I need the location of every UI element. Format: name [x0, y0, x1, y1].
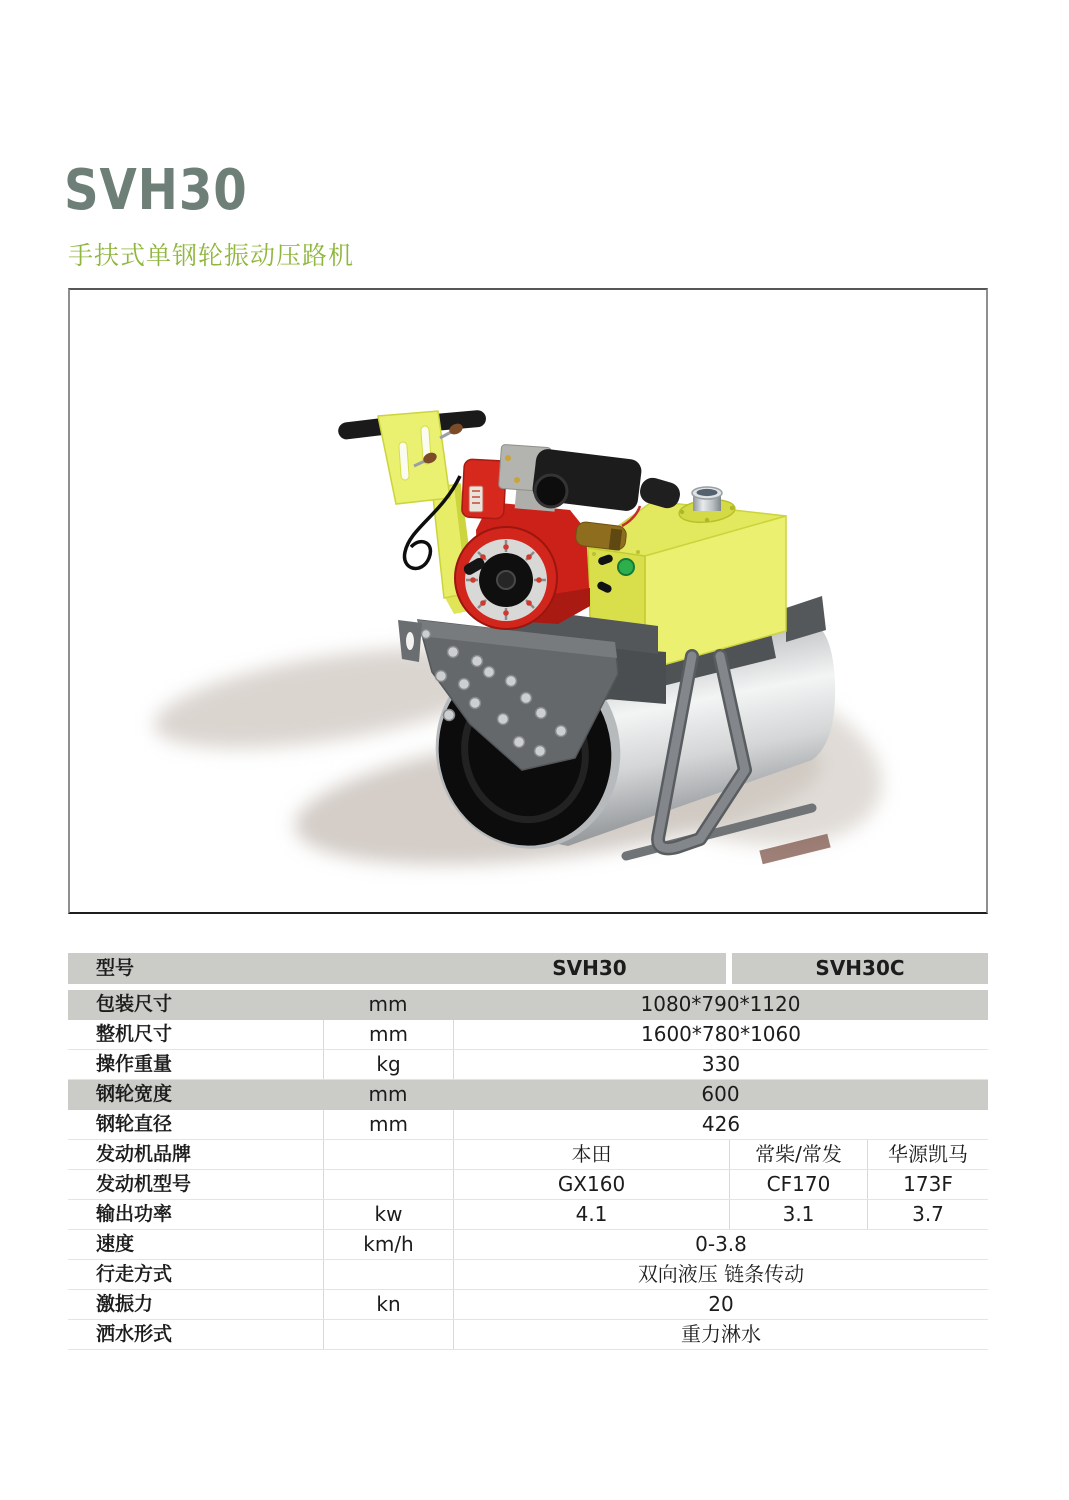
- row-value: 330: [701, 1052, 741, 1076]
- row-label: 操作重量: [96, 1053, 173, 1075]
- table-row: [68, 1170, 988, 1200]
- row-value: 1600*780*1060: [641, 1022, 801, 1046]
- row-values: [453, 1050, 988, 1079]
- row-value: 双向液压 链条传动: [637, 1262, 805, 1286]
- start-button: [618, 559, 634, 575]
- row-unit: mm: [323, 1110, 453, 1139]
- header-model-label: 型号: [96, 957, 135, 979]
- table-row: [68, 1080, 988, 1110]
- table-row: [68, 1260, 988, 1290]
- row-values: [453, 1290, 988, 1319]
- header-col-svh30c: SVH30C: [726, 953, 988, 984]
- page-title: SVH30: [64, 158, 248, 223]
- row-unit: km/h: [323, 1230, 453, 1259]
- row-label: 行走方式: [96, 1263, 173, 1285]
- row-value: 常柴/常发: [729, 1140, 867, 1169]
- table-row: [68, 1320, 988, 1350]
- row-unit: [323, 1320, 453, 1349]
- row-label: 速度: [96, 1233, 135, 1255]
- row-value: 本田: [571, 1142, 612, 1166]
- table-row: [68, 1020, 988, 1050]
- table-row: [68, 1140, 988, 1170]
- row-value: 重力淋水: [681, 1322, 761, 1346]
- row-unit: kn: [323, 1290, 453, 1319]
- row-unit: [323, 1260, 453, 1289]
- row-unit: [323, 1170, 453, 1199]
- row-value: 600: [701, 1082, 740, 1106]
- row-value: 3.7: [867, 1200, 988, 1229]
- row-values: [453, 990, 988, 1020]
- table-row: [68, 1200, 988, 1230]
- row-label: 整机尺寸: [96, 1023, 173, 1045]
- row-value: 3.1: [729, 1200, 867, 1229]
- row-values: [453, 1140, 988, 1169]
- row-value: CF170: [729, 1170, 867, 1199]
- row-value: 1080*790*1120: [640, 992, 801, 1016]
- row-unit: [323, 1140, 453, 1169]
- row-value: 426: [701, 1112, 741, 1136]
- row-value: 20: [708, 1292, 734, 1316]
- row-values: [453, 1080, 988, 1110]
- spec-table: [68, 953, 988, 1350]
- row-label: 钢轮宽度: [96, 1083, 173, 1105]
- row-unit: kw: [323, 1200, 453, 1229]
- row-value: 4.1: [575, 1202, 608, 1226]
- table-row: [68, 1230, 988, 1260]
- row-values: [453, 1260, 988, 1289]
- table-row: [68, 1290, 988, 1320]
- table-row: [68, 1050, 988, 1080]
- tank-label: [469, 486, 483, 512]
- spec-table-body: [68, 990, 988, 1350]
- row-values: [453, 1230, 988, 1259]
- product-image-frame: [68, 288, 988, 914]
- table-row: [68, 990, 988, 1020]
- row-label: 钢轮直径: [96, 1113, 173, 1135]
- row-label: 包装尺寸: [96, 993, 173, 1015]
- row-label: 激振力: [96, 1293, 154, 1315]
- row-value: GX160: [557, 1172, 626, 1196]
- row-unit: mm: [368, 1082, 408, 1106]
- row-label: 洒水形式: [96, 1323, 173, 1345]
- row-values: [453, 1170, 988, 1199]
- table-row: [68, 1110, 988, 1140]
- row-values: [453, 1110, 988, 1139]
- page-subtitle: 手扶式单钢轮振动压路机: [68, 241, 355, 270]
- row-values: [453, 1200, 988, 1229]
- row-label: 发动机型号: [96, 1173, 192, 1195]
- row-unit: kg: [323, 1050, 453, 1079]
- row-values: [453, 1320, 988, 1349]
- row-values: [453, 1020, 988, 1049]
- row-value: 0-3.8: [695, 1232, 747, 1256]
- header-col-svh30: SVH30: [552, 956, 627, 980]
- row-unit: mm: [323, 1020, 453, 1049]
- row-value: 华源凯马: [867, 1140, 988, 1169]
- product-illustration: [70, 290, 986, 912]
- row-value: 173F: [867, 1170, 988, 1199]
- spec-table-header: [68, 953, 988, 984]
- row-unit: mm: [368, 992, 408, 1016]
- row-label: 发动机品牌: [96, 1143, 192, 1165]
- row-label: 输出功率: [96, 1203, 173, 1225]
